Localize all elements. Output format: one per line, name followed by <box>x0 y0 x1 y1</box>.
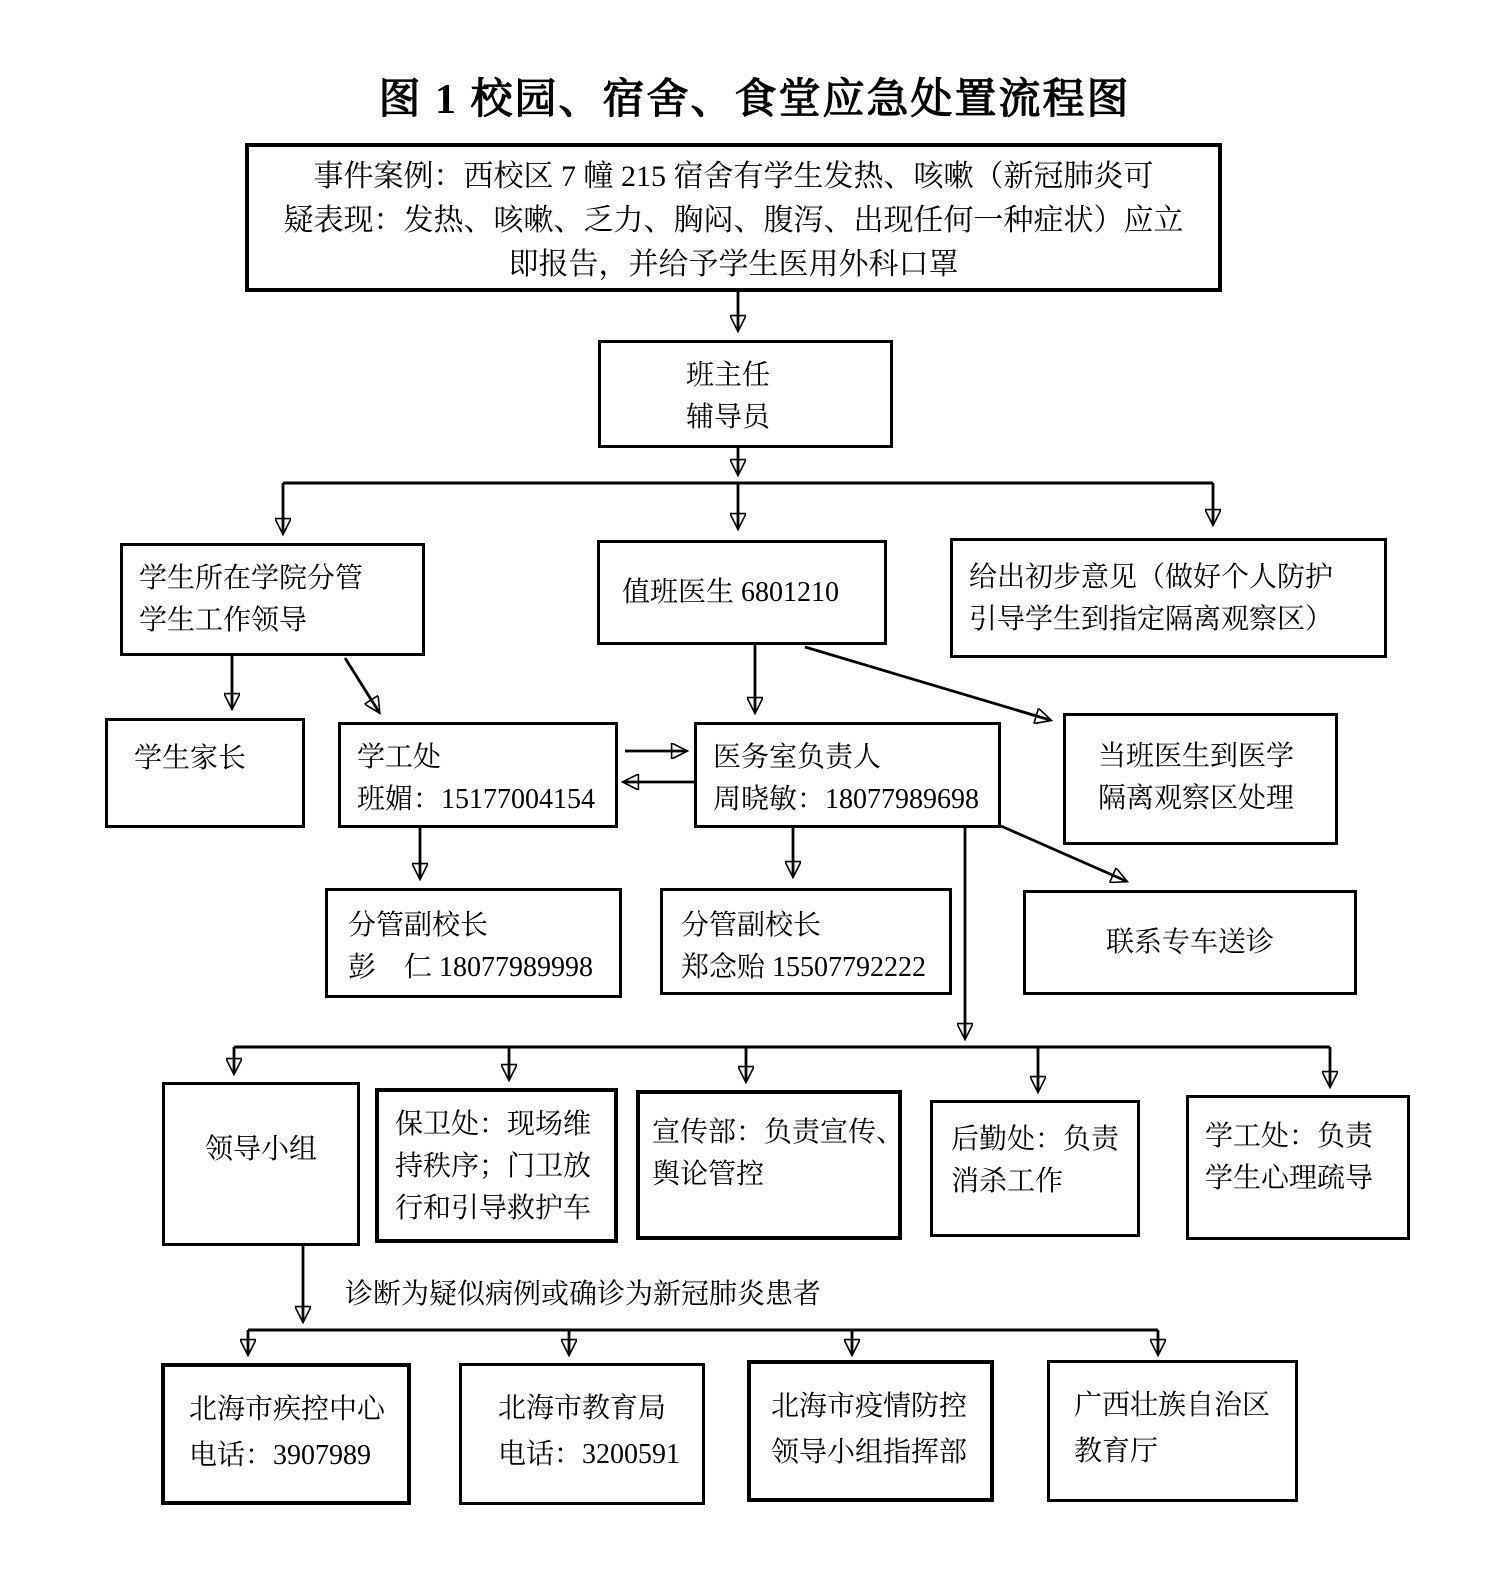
node-clinic-head-line: 周晓敏：18077989698 <box>713 784 980 815</box>
node-doctor-quarantine <box>1063 713 1338 845</box>
node-doctor-quarantine-line: 当班医生到医学 <box>1098 741 1295 772</box>
flowchart-title: 图 1 校园、宿舍、食堂应急处置流程图 <box>378 77 1131 123</box>
node-clinic-head <box>694 722 1001 828</box>
node-logistics-line: 后勤处：负责 <box>951 1124 1120 1155</box>
diagnosis-label: 诊断为疑似病例或确诊为新冠肺炎患者 <box>345 1279 822 1310</box>
node-vp-zheng-line: 分管副校长 <box>681 910 822 941</box>
node-student-affairs-line: 学工处 <box>357 742 442 773</box>
node-publicity-line: 舆论管控 <box>652 1159 765 1190</box>
node-gx-edu-line: 广西壮族自治区 <box>1074 1390 1271 1421</box>
node-publicity <box>636 1090 905 1240</box>
node-duty-doctor-line: 值班医生 6801210 <box>622 577 840 608</box>
node-duty-doctor <box>597 540 887 645</box>
node-initial-advice-line: 引导学生到指定隔离观察区） <box>969 604 1334 635</box>
node-logistics <box>930 1100 1140 1237</box>
node-head-teacher-line: 辅导员 <box>686 402 771 433</box>
node-security-line: 行和引导救护车 <box>395 1193 592 1224</box>
node-logistics-line: 消杀工作 <box>951 1166 1064 1197</box>
node-epidemic-hq <box>747 1360 994 1502</box>
node-publicity-line: 宣传部：负责宣传、 <box>652 1117 905 1148</box>
node-incident-case <box>245 143 1222 292</box>
node-initial-advice <box>950 538 1387 658</box>
node-vp-zheng <box>660 888 952 995</box>
node-gx-edu <box>1047 1360 1298 1502</box>
node-transport <box>1023 890 1357 995</box>
node-leading-group <box>162 1082 360 1246</box>
node-initial-advice-line: 给出初步意见（做好个人防护 <box>969 562 1334 593</box>
node-counseling <box>1186 1095 1410 1240</box>
node-edu-bureau-line: 电话：3200591 <box>498 1439 681 1470</box>
branch-teacher <box>283 448 1213 533</box>
node-leading-group-line: 领导小组 <box>204 1134 317 1165</box>
node-head-teacher-line: 班主任 <box>686 360 771 391</box>
node-college-leader-line: 学生工作领导 <box>139 605 308 636</box>
node-cdc <box>161 1363 411 1505</box>
node-vp-peng-line: 分管副校长 <box>348 910 489 941</box>
node-gx-edu-line: 教育厅 <box>1074 1436 1159 1467</box>
node-security-line: 保卫处：现场维 <box>395 1109 592 1140</box>
node-edu-bureau-line: 北海市教育局 <box>498 1393 667 1424</box>
arrow-college-to-affairs <box>345 658 379 712</box>
node-parents-line: 学生家长 <box>134 743 247 774</box>
node-transport-line: 联系专车送诊 <box>1105 927 1274 958</box>
node-incident-case-line: 疑表现：发热、咳嗽、乏力、胸闷、腹泻、出现任何一种症状）应立 <box>283 204 1184 237</box>
node-epidemic-hq-line: 领导小组指挥部 <box>771 1437 968 1468</box>
node-incident-case-line: 事件案例：西校区 7 幢 215 宿舍有学生发热、咳嗽（新冠肺炎可 <box>313 160 1154 193</box>
node-student-affairs-line: 班媚：15177004154 <box>357 784 596 815</box>
node-counseling-line: 学生心理疏导 <box>1205 1163 1374 1194</box>
node-cdc-line: 北海市疾控中心 <box>189 1394 386 1425</box>
node-epidemic-hq-line: 北海市疫情防控 <box>771 1391 968 1422</box>
node-college-leader-line: 学生所在学院分管 <box>139 563 364 594</box>
node-parents <box>105 718 305 828</box>
node-security-line: 持秩序；门卫放 <box>395 1151 592 1182</box>
node-student-affairs <box>338 722 618 828</box>
node-vp-zheng-line: 郑念贻 15507792222 <box>681 952 927 983</box>
node-counseling-line: 学工处：负责 <box>1205 1121 1374 1152</box>
node-security <box>375 1088 618 1243</box>
node-vp-peng <box>325 888 622 998</box>
node-clinic-head-line: 医务室负责人 <box>713 742 882 773</box>
node-vp-peng-line: 彭 仁 18077989998 <box>348 952 594 983</box>
node-doctor-quarantine-line: 隔离观察区处理 <box>1098 783 1295 814</box>
node-incident-case-line: 即报告，并给予学生医用外科口罩 <box>508 248 959 281</box>
node-cdc-line: 电话：3907989 <box>189 1440 372 1471</box>
node-college-leader <box>120 543 425 656</box>
node-head-teacher <box>598 340 893 448</box>
node-edu-bureau <box>459 1363 705 1505</box>
